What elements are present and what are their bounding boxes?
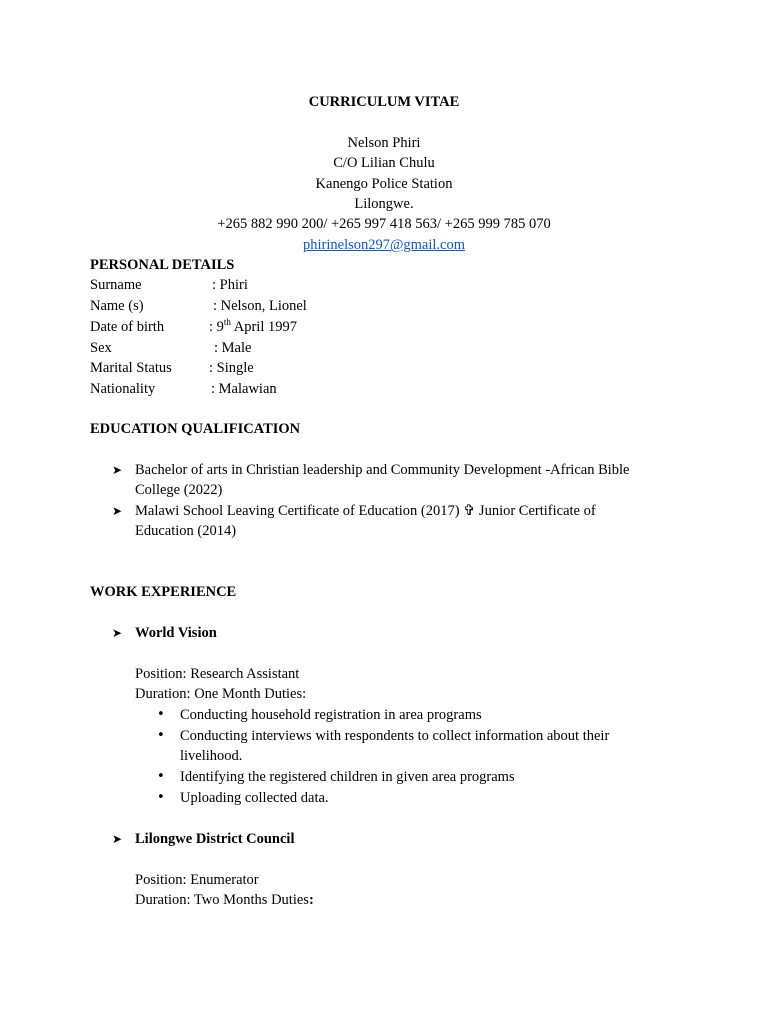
- job-1-employer: World Vision: [135, 625, 217, 641]
- marital-status-label: Marital Status: [90, 360, 172, 376]
- job-1-duty-3: Identifying the registered children in given area programs: [180, 769, 515, 785]
- job-2-employer: Lilongwe District Council: [135, 831, 295, 847]
- nationality-label: Nationality: [90, 381, 156, 397]
- arrow-bullet-icon: ➤: [112, 626, 123, 640]
- contact-station: Kanengo Police Station: [315, 176, 453, 192]
- job-2-duration: [135, 890, 314, 910]
- marital-status-value: : Single: [209, 360, 254, 376]
- surname-label: Surname: [90, 277, 142, 293]
- email-link[interactable]: phirinelson297@gmail.com: [303, 237, 465, 253]
- job-1-duration: Duration: One Month Duties:: [135, 686, 307, 702]
- education-heading: EDUCATION QUALIFICATION: [90, 421, 301, 437]
- contact-email-row: [0, 235, 768, 255]
- arrow-bullet-icon: ➤: [112, 504, 123, 518]
- contact-care-of: C/O Lilian Chulu: [333, 155, 435, 171]
- round-bullet-icon: •: [157, 728, 165, 743]
- contact-city: Lilongwe.: [354, 196, 414, 212]
- dob-day: : 9: [209, 319, 224, 335]
- education-item-1-line-1: Bachelor of arts in Christian leadership and Community Development -African Bible: [135, 462, 630, 478]
- names-label: Name (s): [90, 298, 144, 314]
- round-bullet-icon: •: [157, 707, 165, 722]
- round-bullet-icon: •: [157, 769, 165, 784]
- surname-value: : Phiri: [212, 277, 248, 293]
- sex-label: Sex: [90, 340, 112, 356]
- job-2-duration-text: Duration: Two Months Duties: [135, 892, 309, 908]
- job-2-duration-colon: :: [308, 892, 314, 908]
- nationality-value: : Malawian: [211, 381, 277, 397]
- work-experience-heading: WORK EXPERIENCE: [90, 584, 237, 600]
- job-2-position: Position: Enumerator: [135, 872, 259, 888]
- contact-name: Nelson Phiri: [347, 135, 421, 151]
- dob-value: [209, 317, 297, 337]
- arrow-bullet-icon: ➤: [112, 832, 123, 846]
- personal-details-heading: PERSONAL DETAILS: [90, 257, 235, 273]
- job-1-duty-1: Conducting household registration in area programs: [180, 707, 482, 723]
- job-1-duty-2-line-1: Conducting interviews with respondents to collect information about their: [180, 728, 610, 744]
- names-value: : Nelson, Lionel: [213, 298, 307, 314]
- job-1-duty-2-line-2: livelihood.: [180, 748, 243, 764]
- dob-ordinal: th: [223, 317, 231, 328]
- arrow-bullet-icon: ➤: [112, 463, 123, 477]
- dob-label: Date of birth: [90, 319, 165, 335]
- contact-phones: +265 882 990 200/ +265 997 418 563/ +265 999 785 070: [217, 216, 551, 232]
- education-item-2-line-1: Malawi School Leaving Certificate of Education (2017) ✞ Junior Certificate of: [135, 503, 596, 519]
- document-title: CURRICULUM VITAE: [308, 94, 460, 110]
- dob-month-year: April 1997: [230, 319, 297, 335]
- sex-value: : Male: [214, 340, 252, 356]
- job-1-position: Position: Research Assistant: [135, 666, 300, 682]
- job-1-duty-4: Uploading collected data.: [180, 790, 329, 806]
- round-bullet-icon: •: [157, 790, 165, 805]
- education-item-2-line-2: Education (2014): [135, 523, 237, 539]
- education-item-1-line-2: College (2022): [135, 482, 223, 498]
